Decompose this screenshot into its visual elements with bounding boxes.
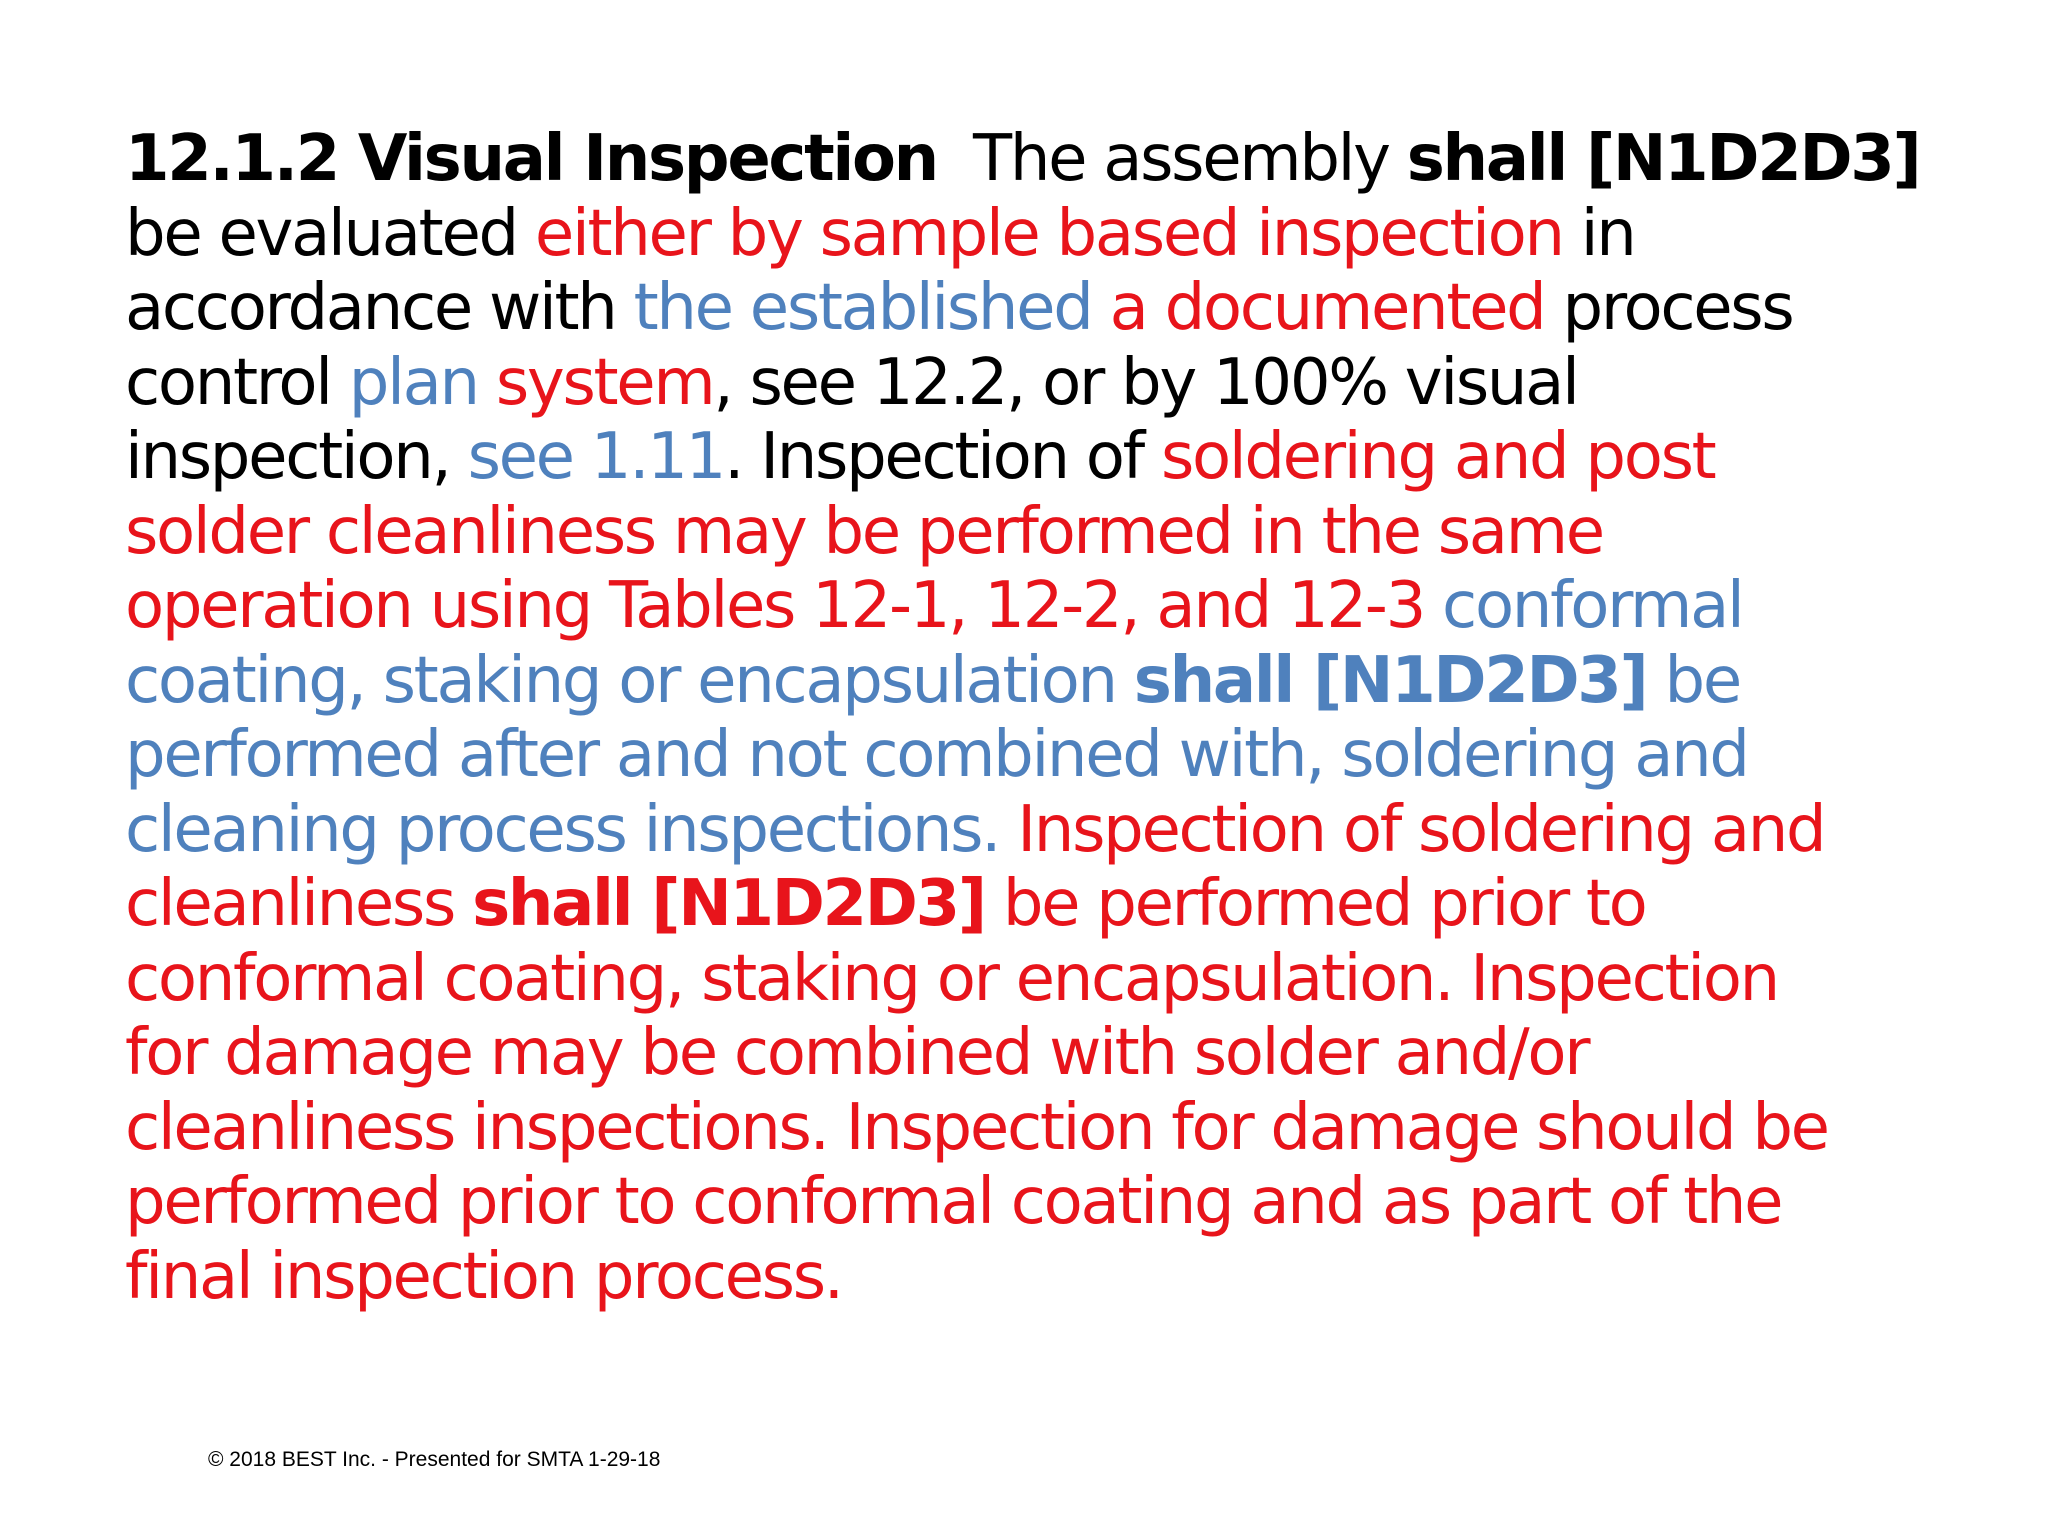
section-12-1-2-text	[125, 122, 2025, 1314]
text-line-15	[125, 1165, 2025, 1240]
text-segment: The assembly	[936, 122, 1407, 196]
added-text: operation using Tables 12-1, 12-2, and 12-3	[125, 569, 1425, 643]
text-segment: process	[1544, 271, 1793, 345]
text-line-12	[125, 942, 2025, 1017]
section-heading: 12.1.2 Visual Inspection	[125, 122, 937, 196]
added-text: solder cleanliness may be performed in the same	[125, 494, 1603, 569]
text-line-13	[125, 1016, 2025, 1091]
added-text: final inspection process.	[125, 1239, 842, 1314]
text-segment: inspection,	[125, 420, 468, 494]
text-line-5	[125, 420, 2025, 495]
added-text: soldering and post	[1160, 420, 1715, 494]
text-segment: be evaluated	[125, 196, 535, 271]
text-line-7	[125, 569, 2025, 644]
removed-text: performed after and not combined with, soldering and	[125, 718, 1748, 792]
added-text: a documented	[1109, 271, 1545, 345]
added-text: either by sample based inspection	[534, 196, 1563, 271]
text-segment: . Inspection of	[724, 420, 1161, 494]
requirement-tag: shall [N1D2D3]	[1133, 643, 1647, 718]
requirement-tag: shall [N1D2D3]	[1406, 122, 1920, 196]
text-line-1	[125, 122, 2025, 197]
text-segment: accordance with	[125, 271, 634, 345]
added-text: cleanliness inspections. Inspection for damage should be	[125, 1090, 1828, 1165]
text-segment: in	[1562, 196, 1635, 271]
added-text: for damage may be combined with solder and/or	[125, 1016, 1589, 1090]
removed-text: conformal	[1424, 569, 1743, 643]
text-line-11	[125, 867, 2025, 942]
text-segment	[1092, 271, 1110, 345]
added-text: cleanliness	[125, 867, 473, 941]
removed-text: be	[1646, 643, 1740, 718]
removed-text: see 1.11	[467, 420, 725, 494]
added-text: performed prior to conformal coating and as part of the	[125, 1165, 1782, 1239]
text-line-10	[125, 793, 2025, 868]
text-line-3	[125, 271, 2025, 346]
text-line-4	[125, 346, 2025, 421]
text-segment: control	[125, 345, 349, 420]
text-line-16	[125, 1240, 2025, 1315]
text-segment: , see 12.2, or by 100% visual	[713, 345, 1578, 420]
text-line-2	[125, 197, 2025, 272]
text-line-9	[125, 718, 2025, 793]
removed-text: plan	[348, 345, 478, 420]
added-text: conformal coating, staking or encapsulation. Inspection	[125, 941, 1778, 1016]
copyright-footer: © 2018 BEST Inc. - Presented for SMTA 1-29-18	[208, 1448, 661, 1471]
removed-text: the established	[633, 271, 1092, 345]
removed-text: coating, staking or encapsulation	[125, 643, 1134, 718]
added-text: be performed prior to	[984, 867, 1646, 941]
added-text: system	[495, 345, 714, 420]
added-text: Inspection of soldering and	[999, 792, 1825, 867]
requirement-tag: shall [N1D2D3]	[472, 867, 985, 941]
text-line-14	[125, 1091, 2025, 1166]
text-line-6	[125, 495, 2025, 570]
text-segment	[478, 346, 496, 420]
removed-text: cleaning process inspections.	[125, 792, 1000, 867]
text-line-8	[125, 644, 2025, 719]
